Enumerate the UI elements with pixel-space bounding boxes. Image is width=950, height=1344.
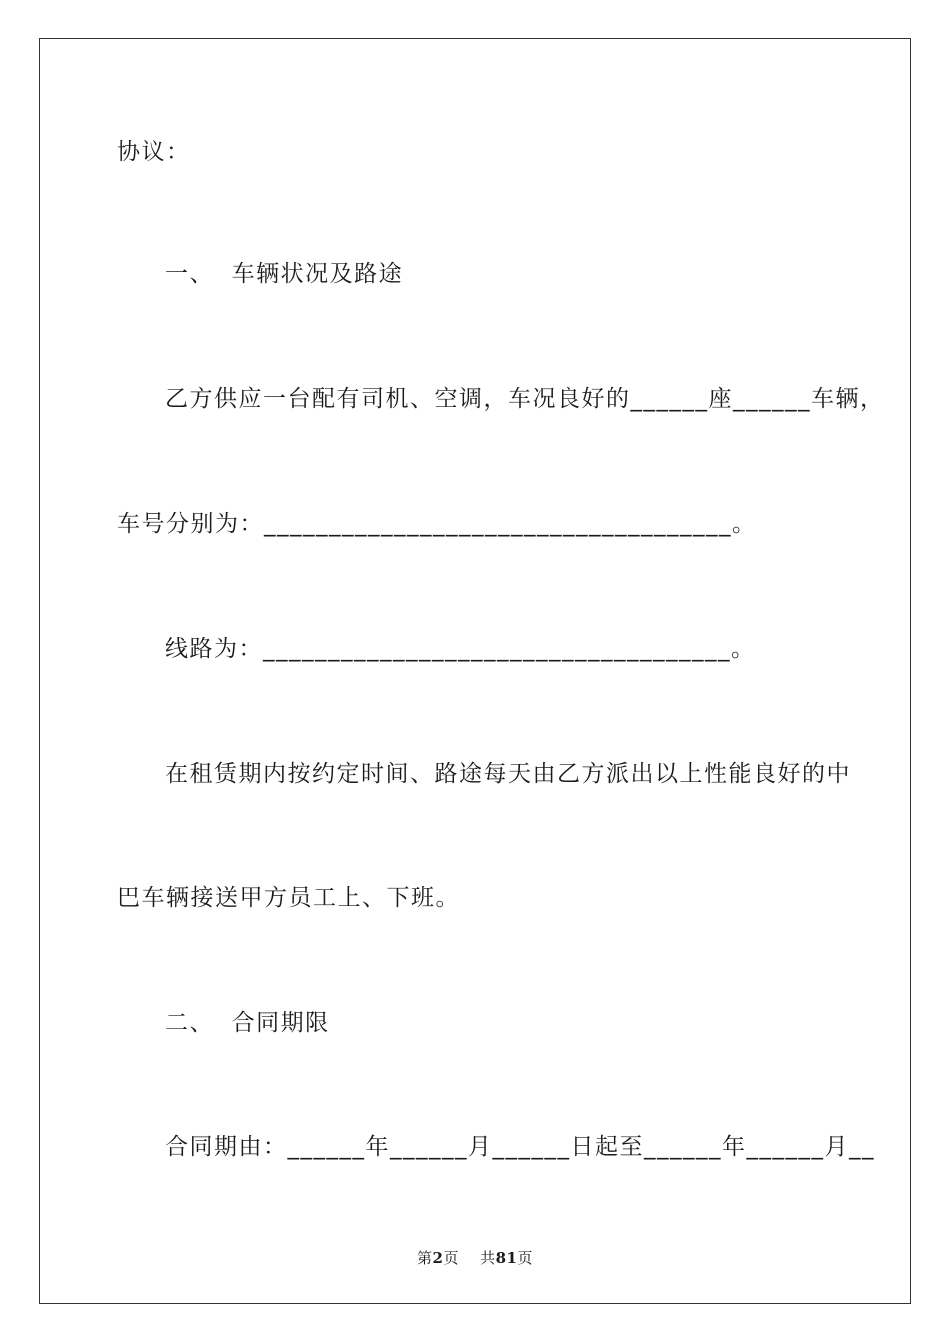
total-prefix: 共 (480, 1249, 496, 1267)
text-line-vehicle-supply: 乙方供应一台配有司机、空调，车况良好的______座______车辆， (165, 386, 885, 412)
page-prefix: 第 (417, 1249, 433, 1267)
text-line-contract-dates: 合同期由：______年______月______日起至______年______月__ (165, 1134, 875, 1160)
section-heading-contract-term: 二、 合同期限 (165, 1010, 330, 1036)
text-line-route: 线路为：____________________________________。 (165, 636, 756, 662)
section-heading-vehicle-route: 一、 车辆状况及路途 (165, 261, 404, 287)
page-footer (0, 1248, 950, 1268)
total-suffix: 页 (517, 1249, 533, 1267)
page-border (39, 38, 911, 1304)
text-line-lease-period-service: 在租赁期内按约定时间、路途每天由乙方派出以上性能良好的中 (165, 761, 851, 787)
text-line-plate-numbers: 车号分别为：____________________________________。 (117, 511, 757, 537)
text-line-shuttle: 巴车辆接送甲方员工上、下班。 (117, 885, 460, 911)
page-number: 2 (432, 1249, 444, 1267)
text-line-agreement: 协议： (117, 139, 191, 165)
page-suffix: 页 (443, 1249, 459, 1267)
total-pages: 81 (495, 1249, 518, 1267)
